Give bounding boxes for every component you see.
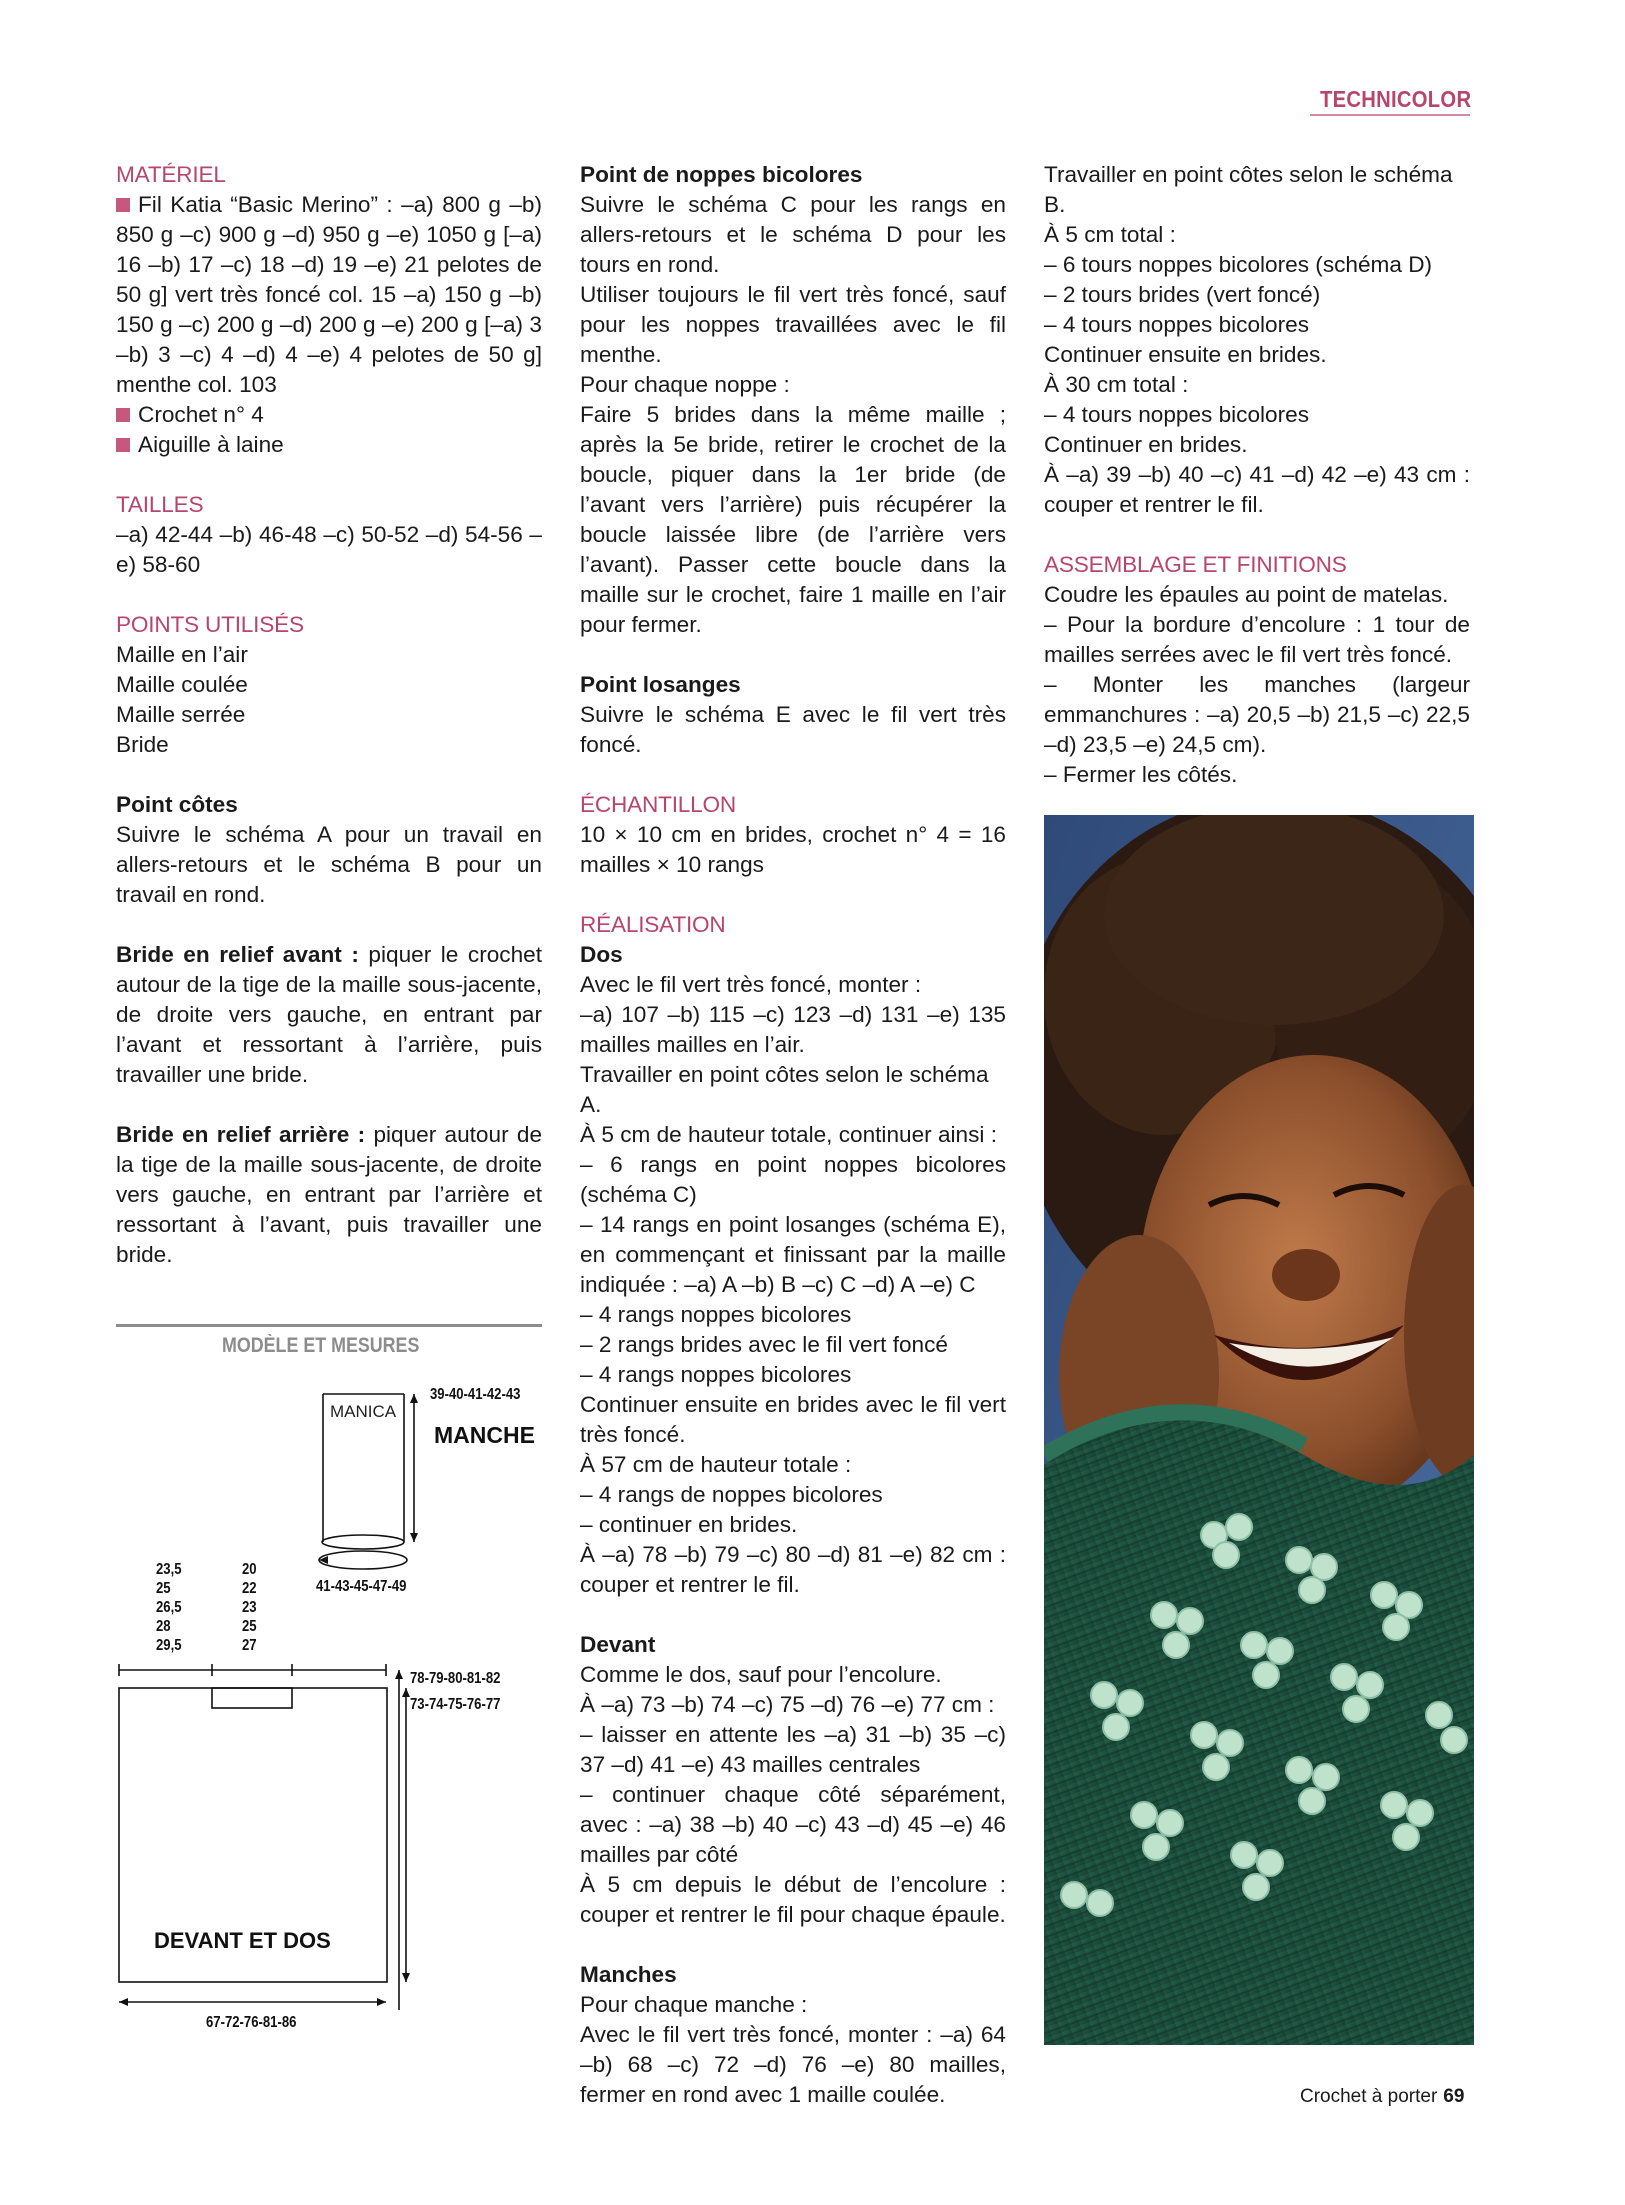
- assemblage-text: – Fermer les côtés.: [1044, 762, 1238, 787]
- realisation-heading: RÉALISATION: [580, 912, 726, 937]
- manches-cont-text: Continuer en brides.: [1044, 432, 1248, 457]
- bullet-square-icon: [116, 438, 130, 452]
- measure-value: 23,5: [156, 1561, 182, 1578]
- dos-text: – 4 rangs noppes bicolores: [580, 1362, 852, 1387]
- measure-value: 28: [156, 1618, 171, 1635]
- manches-cont-text: – 2 tours brides (vert foncé): [1044, 282, 1321, 307]
- devant-text: – continuer chaque côté séparément, avec : –a) 38 –b) 40 –c) 43 –d) 45 –e) 46 mailles par côté: [580, 1782, 1006, 1867]
- manica-label: MANICA: [330, 1402, 397, 1421]
- body-width-measure: 67-72-76-81-86: [206, 2014, 297, 2031]
- dos-text: Continuer ensuite en brides avec le fil vert très foncé.: [580, 1392, 1006, 1447]
- echantillon-text: 10 × 10 cm en brides, crochet n° 4 = 16 mailles × 10 rangs: [580, 822, 1006, 877]
- diagram-title: MODÈLE ET MESURES: [222, 1334, 420, 1357]
- bride-relief-arriere-title: Bride en relief arrière :: [116, 1122, 366, 1147]
- dos-text: À 5 cm de hauteur totale, continuer ainsi :: [580, 1122, 997, 1147]
- noppes-heading: Point de noppes bicolores: [580, 162, 863, 187]
- dos-text: À 57 cm de hauteur totale :: [580, 1452, 852, 1477]
- body-height-measure: 78-79-80-81-82: [410, 1670, 501, 1687]
- column-3: [1044, 160, 1470, 790]
- diagram-lines: [116, 1370, 546, 2070]
- devant-dos-label: DEVANT ET DOS: [154, 1928, 331, 1953]
- diagram-rule: [116, 1324, 542, 1327]
- sleeve-top-measure: 39-40-41-42-43: [430, 1386, 521, 1403]
- losanges-heading: Point losanges: [580, 672, 741, 697]
- model-photo: [1044, 815, 1474, 2045]
- dos-text: – 6 rangs en point noppes bicolores (schéma C): [580, 1152, 1006, 1207]
- dos-text: – continuer en brides.: [580, 1512, 798, 1537]
- model-photo-illustration: [1044, 815, 1474, 2045]
- manches-cont-text: Continuer ensuite en brides.: [1044, 342, 1327, 367]
- header-rule: [1310, 114, 1470, 116]
- dos-text: – 14 rangs en point losanges (schéma E), en commençant et finissant par la maille indiquée : –a) A –b) B –c) C –d) A –e) C: [580, 1212, 1006, 1297]
- bride-relief-avant: Bride en relief avant : piquer le crochet autour de la tige de la maille sous-jacente, de droite vers gauche, en entrant par l’avant et ressortant à l’arrière, puis travailler une bride.: [116, 942, 542, 1087]
- noppes-text: Faire 5 brides dans la même maille ; après la 5e bride, retirer le crochet de la boucle, piquer dans la 1er bride (de l’avant vers l’arrière) puis récupérer la boucle laissée libre (de l’arrière vers l’avant). Passer cette boucle dans la maille sur le crochet, faire 1 maille en l’air pour fermer.: [580, 402, 1006, 637]
- points-heading: POINTS UTILISÉS: [116, 612, 304, 637]
- magazine-name: Crochet à porter: [1300, 2086, 1438, 2107]
- bullet-square-icon: [116, 408, 130, 422]
- devant-text: À 5 cm depuis le début de l’encolure : couper et rentrer le fil pour chaque épaule.: [580, 1872, 1006, 1927]
- dos-heading: Dos: [580, 942, 623, 967]
- measure-value: 20: [242, 1561, 257, 1578]
- neck-measures: [242, 1560, 257, 1655]
- measure-value: 23: [242, 1599, 257, 1616]
- points-item: Maille serrée: [116, 702, 246, 727]
- noppes-text: Pour chaque noppe :: [580, 372, 790, 397]
- dos-text: – 2 rangs brides avec le fil vert foncé: [580, 1332, 948, 1357]
- shoulder-measures: [156, 1560, 182, 1655]
- assemblage-text: – Pour la bordure d’encolure : 1 tour de mailles serrées avec le fil vert très foncé.: [1044, 612, 1470, 667]
- dos-text: – 4 rangs noppes bicolores: [580, 1302, 852, 1327]
- manches-cont-text: À –a) 39 –b) 40 –c) 41 –d) 42 –e) 43 cm : couper et rentrer le fil.: [1044, 462, 1470, 517]
- assemblage-heading: ASSEMBLAGE ET FINITIONS: [1044, 552, 1347, 577]
- manches-cont-text: Travailler en point côtes selon le schéma B.: [1044, 162, 1453, 217]
- dos-text: À –a) 78 –b) 79 –c) 80 –d) 81 –e) 82 cm : couper et rentrer le fil.: [580, 1542, 1006, 1597]
- manches-cont-text: À 5 cm total :: [1044, 222, 1176, 247]
- assemblage-text: Coudre les épaules au point de matelas.: [1044, 582, 1449, 607]
- measure-value: 25: [156, 1580, 171, 1597]
- devant-text: Comme le dos, sauf pour l’encolure.: [580, 1662, 942, 1687]
- cotes-heading: Point côtes: [116, 792, 238, 817]
- page-number: 69: [1443, 2086, 1465, 2107]
- manches-heading: Manches: [580, 1962, 677, 1987]
- bride-relief-avant-title: Bride en relief avant :: [116, 942, 359, 967]
- measure-value: 25: [242, 1618, 257, 1635]
- devant-text: À –a) 73 –b) 74 –c) 75 –d) 76 –e) 77 cm :: [580, 1692, 995, 1717]
- echantillon-heading: ÉCHANTILLON: [580, 792, 736, 817]
- column-2: [580, 160, 1006, 2110]
- dos-text: Travailler en point côtes selon le schéma A.: [580, 1062, 989, 1117]
- noppes-text: Suivre le schéma C pour les rangs en allers-retours et le schéma D pour les tours en rond.: [580, 192, 1006, 277]
- manches-cont-text: – 4 tours noppes bicolores: [1044, 402, 1310, 427]
- dos-text: –a) 107 –b) 115 –c) 123 –d) 131 –e) 135 mailles mailles en l’air.: [580, 1002, 1006, 1057]
- points-item: Bride: [116, 732, 169, 757]
- dos-text: Avec le fil vert très foncé, monter :: [580, 972, 922, 997]
- bullet-square-icon: [116, 198, 130, 212]
- materiel-heading: MATÉRIEL: [116, 162, 226, 187]
- manches-text: Avec le fil vert très foncé, monter : –a) 64 –b) 68 –c) 72 –d) 76 –e) 80 mailles, fermer en rond avec 1 maille coulée.: [580, 2022, 1006, 2107]
- materiel-item: Aiguille à laine: [116, 430, 542, 460]
- section-tag: TECHNICOLOR: [1320, 86, 1472, 112]
- measure-value: 26,5: [156, 1599, 182, 1616]
- measure-value: 27: [242, 1637, 257, 1654]
- sleeve-width-measure: 41-43-45-47-49: [316, 1578, 407, 1595]
- manches-cont-text: – 6 tours noppes bicolores (schéma D): [1044, 252, 1433, 277]
- tailles-text: –a) 42-44 –b) 46-48 –c) 50-52 –d) 54-56 –e) 58-60: [116, 522, 542, 577]
- column-1: [116, 160, 542, 1270]
- materiel-item: Crochet n° 4: [116, 400, 542, 430]
- measure-value: 29,5: [156, 1637, 182, 1654]
- page-footer: [1300, 2086, 1464, 2108]
- cotes-text: Suivre le schéma A pour un travail en allers-retours et le schéma B pour un travail en rond.: [116, 822, 542, 907]
- measurement-diagram: [116, 1370, 546, 2070]
- materiel-item: Fil Katia “Basic Merino” : –a) 800 g –b) 850 g –c) 900 g –d) 950 g –e) 1050 g [–a) 16 –b) 17 –c) 18 –d) 19 –e) 21 pelotes de 50 g] vert très foncé col. 15 –a) 150 g –b) 150 g –c) 200 g –d) 200 g –e) 200 g [–a) 3 –b) 3 –c) 4 –d) 4 –e) 4 pelotes de 50 g] menthe col. 103: [116, 192, 542, 397]
- devant-text: – laisser en attente les –a) 31 –b) 35 –c) 37 –d) 41 –e) 43 mailles centrales: [580, 1722, 1006, 1777]
- points-item: Maille en l’air: [116, 642, 248, 667]
- tailles-heading: TAILLES: [116, 492, 204, 517]
- losanges-text: Suivre le schéma E avec le fil vert très foncé.: [580, 702, 1006, 757]
- manches-text: Pour chaque manche :: [580, 1992, 808, 2017]
- devant-heading: Devant: [580, 1632, 656, 1657]
- body-height-measure-2: 73-74-75-76-77: [410, 1696, 501, 1713]
- manches-cont-text: À 30 cm total :: [1044, 372, 1189, 397]
- bride-relief-arriere: Bride en relief arrière : piquer autour de la tige de la maille sous-jacente, de droite vers gauche, en entrant par l’arrière et ressortant à l’avant, puis travailler une bride.: [116, 1122, 543, 1267]
- assemblage-text: – Monter les manches (largeur emmanchures : –a) 20,5 –b) 21,5 –c) 22,5 –d) 23,5 –e) 24,5 cm).: [1044, 672, 1470, 757]
- measure-value: 22: [242, 1580, 257, 1597]
- points-item: Maille coulée: [116, 672, 248, 697]
- noppes-text: Utiliser toujours le fil vert très foncé, sauf pour les noppes travaillées avec le fil menthe.: [580, 282, 1006, 367]
- dos-text: – 4 rangs de noppes bicolores: [580, 1482, 883, 1507]
- manches-cont-text: – 4 tours noppes bicolores: [1044, 312, 1310, 337]
- manche-label: MANCHE: [434, 1422, 535, 1448]
